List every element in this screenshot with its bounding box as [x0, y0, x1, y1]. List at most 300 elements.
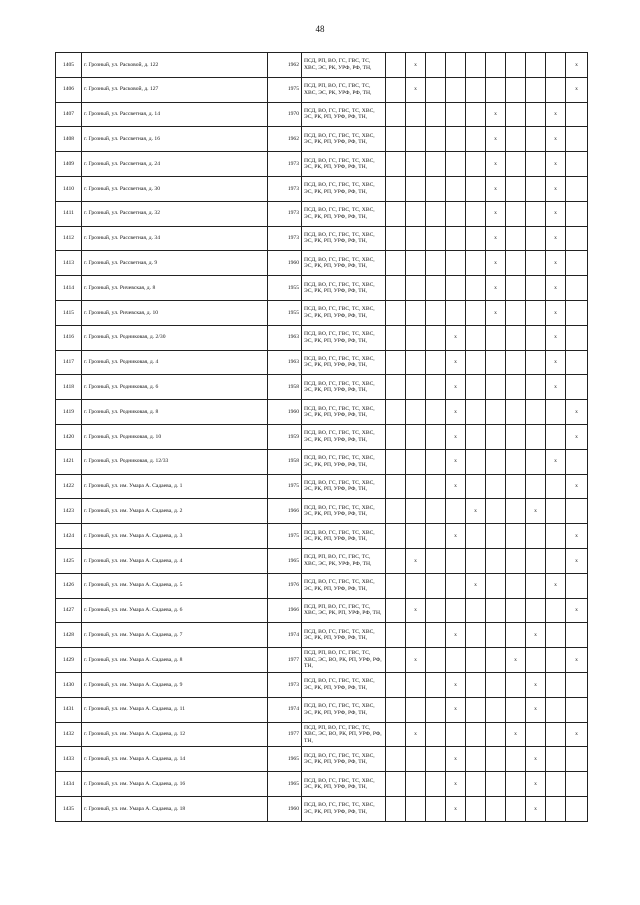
- year-built-cell: 1960: [268, 400, 302, 425]
- mark-cell-c8: [526, 102, 546, 127]
- mark-cell-c3: [426, 524, 446, 549]
- year-built-cell: 1958: [268, 375, 302, 400]
- row-number-cell: 1419: [56, 400, 82, 425]
- mark-cell-c8: [526, 77, 546, 102]
- mark-cell-c10: [566, 176, 588, 201]
- mark-cell-c6: [486, 449, 506, 474]
- mark-cell-c6: [486, 772, 506, 797]
- mark-cell-c6: [486, 548, 506, 573]
- mark-cell-c9: x: [546, 152, 566, 177]
- mark-cell-c6: [486, 598, 506, 623]
- mark-cell-c2: [406, 796, 426, 821]
- mark-cell-c4: [446, 548, 466, 573]
- mark-cell-c9: [546, 499, 566, 524]
- mark-cell-c1: [386, 697, 406, 722]
- mark-cell-c10: [566, 127, 588, 152]
- works-list-cell: ПСД, ВО, ГС, ГВС, ТС, ХВС, ЭС, РК, РП, УРФ, РФ, ТН,: [302, 226, 386, 251]
- row-number-cell: 1426: [56, 573, 82, 598]
- mark-cell-c2: [406, 375, 426, 400]
- mark-cell-c6: [486, 623, 506, 648]
- mark-cell-c10: [566, 375, 588, 400]
- mark-cell-c3: [426, 400, 446, 425]
- table-row: [56, 375, 588, 400]
- mark-cell-c6: [486, 697, 506, 722]
- mark-cell-c7: [506, 623, 526, 648]
- address-cell: г. Грозный, ул. им. Умара А. Садаева, д. 11: [82, 697, 268, 722]
- table-row: [56, 325, 588, 350]
- mark-cell-c9: x: [546, 276, 566, 301]
- mark-cell-c10: [566, 623, 588, 648]
- works-list-cell: ПСД, ВО, ГС, ГВС, ТС, ХВС, ЭС, РК, РП, УРФ, РФ, ТН,: [302, 127, 386, 152]
- mark-cell-c8: [526, 424, 546, 449]
- mark-cell-c5: [466, 201, 486, 226]
- mark-cell-c1: [386, 350, 406, 375]
- row-number-cell: 1430: [56, 672, 82, 697]
- mark-cell-c1: [386, 598, 406, 623]
- year-built-cell: 1966: [268, 499, 302, 524]
- row-number-cell: 1421: [56, 449, 82, 474]
- mark-cell-c3: [426, 548, 446, 573]
- mark-cell-c2: [406, 226, 426, 251]
- address-cell: г. Грозный, ул. Родниковая, д. 2/30: [82, 325, 268, 350]
- mark-cell-c3: [426, 672, 446, 697]
- mark-cell-c7: [506, 772, 526, 797]
- mark-cell-c9: x: [546, 573, 566, 598]
- mark-cell-c4: [446, 176, 466, 201]
- works-list-cell: ПСД, ВО, ГС, ГВС, ТС, ХВС, ЭС, РК, РП, УРФ, РФ, ТН,: [302, 672, 386, 697]
- table-row: [56, 400, 588, 425]
- mark-cell-c10: x: [566, 424, 588, 449]
- mark-cell-c8: [526, 548, 546, 573]
- mark-cell-c10: [566, 796, 588, 821]
- mark-cell-c3: [426, 697, 446, 722]
- row-number-cell: 1409: [56, 152, 82, 177]
- mark-cell-c4: [446, 251, 466, 276]
- mark-cell-c4: x: [446, 400, 466, 425]
- mark-cell-c1: [386, 102, 406, 127]
- mark-cell-c6: [486, 722, 506, 747]
- mark-cell-c5: [466, 524, 486, 549]
- mark-cell-c1: [386, 524, 406, 549]
- mark-cell-c3: [426, 772, 446, 797]
- table-row: [56, 648, 588, 673]
- mark-cell-c7: [506, 127, 526, 152]
- row-number-cell: 1405: [56, 53, 82, 78]
- address-cell: г. Грозный, ул. им. Умара А. Садаева, д. 16: [82, 772, 268, 797]
- mark-cell-c5: [466, 449, 486, 474]
- mark-cell-c6: [486, 375, 506, 400]
- mark-cell-c3: [426, 276, 446, 301]
- year-built-cell: 1977: [268, 648, 302, 673]
- mark-cell-c1: [386, 722, 406, 747]
- mark-cell-c7: [506, 796, 526, 821]
- mark-cell-c7: [506, 350, 526, 375]
- table-row: [56, 772, 588, 797]
- mark-cell-c3: [426, 573, 446, 598]
- works-list-cell: ПСД, ВО, ГС, ГВС, ТС, ХВС, ЭС, РК, РП, УРФ, РФ, ТН,: [302, 424, 386, 449]
- year-built-cell: 1974: [268, 623, 302, 648]
- mark-cell-c3: [426, 375, 446, 400]
- mark-cell-c2: [406, 623, 426, 648]
- year-built-cell: 1966: [268, 598, 302, 623]
- mark-cell-c4: [446, 152, 466, 177]
- year-built-cell: 1963: [268, 350, 302, 375]
- works-list-cell: ПСД, ВО, ГС, ГВС, ТС, ХВС, ЭС, РК, РП, УРФ, РФ, ТН,: [302, 276, 386, 301]
- mark-cell-c2: [406, 772, 426, 797]
- mark-cell-c2: [406, 127, 426, 152]
- mark-cell-c7: [506, 300, 526, 325]
- table-row: [56, 474, 588, 499]
- mark-cell-c8: x: [526, 672, 546, 697]
- mark-cell-c4: [446, 300, 466, 325]
- mark-cell-c1: [386, 176, 406, 201]
- mark-cell-c8: x: [526, 772, 546, 797]
- mark-cell-c9: x: [546, 127, 566, 152]
- address-cell: г. Грозный, ул. им. Умара А. Садаева, д. 6: [82, 598, 268, 623]
- mark-cell-c5: [466, 747, 486, 772]
- mark-cell-c3: [426, 127, 446, 152]
- mark-cell-c2: x: [406, 548, 426, 573]
- mark-cell-c4: [446, 201, 466, 226]
- table-row: [56, 598, 588, 623]
- row-number-cell: 1418: [56, 375, 82, 400]
- mark-cell-c9: x: [546, 201, 566, 226]
- mark-cell-c8: [526, 375, 546, 400]
- row-number-cell: 1420: [56, 424, 82, 449]
- table-row: [56, 697, 588, 722]
- mark-cell-c1: [386, 772, 406, 797]
- mark-cell-c10: [566, 226, 588, 251]
- mark-cell-c2: [406, 747, 426, 772]
- mark-cell-c6: x: [486, 127, 506, 152]
- mark-cell-c3: [426, 53, 446, 78]
- table-row: [56, 424, 588, 449]
- mark-cell-c7: [506, 77, 526, 102]
- mark-cell-c8: x: [526, 747, 546, 772]
- table-row: [56, 499, 588, 524]
- mark-cell-c6: x: [486, 102, 506, 127]
- mark-cell-c7: [506, 176, 526, 201]
- mark-cell-c2: [406, 672, 426, 697]
- mark-cell-c5: [466, 350, 486, 375]
- works-list-cell: ПСД, ВО, ГС, ГВС, ТС, ХВС, ЭС, РК, РП, УРФ, РФ, ТН,: [302, 375, 386, 400]
- mark-cell-c6: x: [486, 201, 506, 226]
- mark-cell-c7: [506, 573, 526, 598]
- works-list-cell: ПСД, ВО, ГС, ГВС, ТС, ХВС, ЭС, РК, РП, УРФ, РФ, ТН,: [302, 524, 386, 549]
- mark-cell-c9: x: [546, 102, 566, 127]
- mark-cell-c3: [426, 623, 446, 648]
- mark-cell-c9: x: [546, 251, 566, 276]
- table-row: [56, 53, 588, 78]
- year-built-cell: 1975: [268, 524, 302, 549]
- mark-cell-c4: x: [446, 772, 466, 797]
- address-cell: г. Грозный, ул. Рассветная, д. 16: [82, 127, 268, 152]
- mark-cell-c7: [506, 201, 526, 226]
- row-number-cell: 1415: [56, 300, 82, 325]
- mark-cell-c5: [466, 53, 486, 78]
- mark-cell-c6: [486, 573, 506, 598]
- mark-cell-c4: [446, 722, 466, 747]
- mark-cell-c6: [486, 474, 506, 499]
- mark-cell-c7: [506, 449, 526, 474]
- year-built-cell: 1962: [268, 53, 302, 78]
- row-number-cell: 1423: [56, 499, 82, 524]
- mark-cell-c9: [546, 53, 566, 78]
- year-built-cell: 1960: [268, 251, 302, 276]
- works-list-cell: ПСД, ВО, ГС, ГВС, ТС, ХВС, ЭС, РК, РП, УРФ, РФ, ТН,: [302, 796, 386, 821]
- mark-cell-c1: [386, 648, 406, 673]
- housing-register-table: [55, 52, 588, 822]
- mark-cell-c3: [426, 102, 446, 127]
- mark-cell-c5: [466, 176, 486, 201]
- table-row: [56, 226, 588, 251]
- mark-cell-c1: [386, 623, 406, 648]
- mark-cell-c4: [446, 598, 466, 623]
- address-cell: г. Грозный, ул. им. Умара А. Садаева, д. 7: [82, 623, 268, 648]
- table-row: [56, 672, 588, 697]
- mark-cell-c2: [406, 276, 426, 301]
- mark-cell-c10: x: [566, 598, 588, 623]
- page-number: 48: [315, 24, 325, 34]
- mark-cell-c2: [406, 102, 426, 127]
- mark-cell-c5: [466, 772, 486, 797]
- mark-cell-c7: [506, 325, 526, 350]
- mark-cell-c4: x: [446, 424, 466, 449]
- mark-cell-c2: [406, 499, 426, 524]
- mark-cell-c6: x: [486, 251, 506, 276]
- mark-cell-c8: [526, 325, 546, 350]
- mark-cell-c6: [486, 53, 506, 78]
- mark-cell-c5: [466, 400, 486, 425]
- mark-cell-c2: [406, 474, 426, 499]
- mark-cell-c3: [426, 424, 446, 449]
- mark-cell-c8: [526, 53, 546, 78]
- mark-cell-c10: [566, 697, 588, 722]
- works-list-cell: ПСД, ВО, ГС, ГВС, ТС, ХВС, ЭС, РК, РП, УРФ, РФ, ТН,: [302, 499, 386, 524]
- mark-cell-c6: [486, 648, 506, 673]
- mark-cell-c2: x: [406, 722, 426, 747]
- mark-cell-c7: [506, 524, 526, 549]
- row-number-cell: 1417: [56, 350, 82, 375]
- year-built-cell: 1977: [268, 722, 302, 747]
- mark-cell-c8: [526, 176, 546, 201]
- mark-cell-c7: [506, 672, 526, 697]
- mark-cell-c4: x: [446, 796, 466, 821]
- mark-cell-c7: [506, 424, 526, 449]
- mark-cell-c5: [466, 375, 486, 400]
- mark-cell-c4: [446, 276, 466, 301]
- mark-cell-c4: [446, 77, 466, 102]
- mark-cell-c2: [406, 325, 426, 350]
- mark-cell-c8: x: [526, 499, 546, 524]
- works-list-cell: ПСД, РП, ВО, ГС, ГВС, ТС, ХВС, ЭС, ВО, РК, РП, УРФ, РФ, ТН,: [302, 648, 386, 673]
- row-number-cell: 1407: [56, 102, 82, 127]
- row-number-cell: 1435: [56, 796, 82, 821]
- row-number-cell: 1431: [56, 697, 82, 722]
- works-list-cell: ПСД, ВО, ГС, ГВС, ТС, ХВС, ЭС, РК, РП, УРФ, РФ, ТН,: [302, 350, 386, 375]
- mark-cell-c9: [546, 524, 566, 549]
- works-list-cell: ПСД, РП, ВО, ГС, ГВС, ТС, ХВС, ЭС, ВО, РК, РП, УРФ, РФ, ТН,: [302, 722, 386, 747]
- mark-cell-c5: [466, 77, 486, 102]
- mark-cell-c6: x: [486, 276, 506, 301]
- year-built-cell: 1960: [268, 796, 302, 821]
- address-cell: г. Грозный, ул. Рассветная, д. 32: [82, 201, 268, 226]
- year-built-cell: 1970: [268, 102, 302, 127]
- mark-cell-c8: [526, 300, 546, 325]
- mark-cell-c5: [466, 226, 486, 251]
- address-cell: г. Грозный, ул. им. Умара А. Садаева, д. 18: [82, 796, 268, 821]
- year-built-cell: 1973: [268, 672, 302, 697]
- mark-cell-c6: x: [486, 226, 506, 251]
- mark-cell-c9: x: [546, 350, 566, 375]
- mark-cell-c9: [546, 772, 566, 797]
- mark-cell-c10: [566, 772, 588, 797]
- works-list-cell: ПСД, РП, ВО, ГС, ГВС, ТС, ХВС, ЭС, РК, РП, УРФ, РФ, ТН,: [302, 598, 386, 623]
- mark-cell-c3: [426, 499, 446, 524]
- address-cell: г. Грозный, ул. Ричевская, д. 10: [82, 300, 268, 325]
- mark-cell-c10: [566, 102, 588, 127]
- table-row: [56, 77, 588, 102]
- year-built-cell: 1959: [268, 424, 302, 449]
- mark-cell-c9: x: [546, 375, 566, 400]
- mark-cell-c5: [466, 796, 486, 821]
- mark-cell-c9: [546, 424, 566, 449]
- mark-cell-c7: [506, 226, 526, 251]
- address-cell: г. Грозный, ул. Родниковая, д. 6: [82, 375, 268, 400]
- mark-cell-c1: [386, 400, 406, 425]
- mark-cell-c5: [466, 300, 486, 325]
- mark-cell-c2: [406, 176, 426, 201]
- mark-cell-c10: [566, 325, 588, 350]
- mark-cell-c10: x: [566, 400, 588, 425]
- mark-cell-c4: [446, 573, 466, 598]
- mark-cell-c2: x: [406, 77, 426, 102]
- mark-cell-c4: x: [446, 449, 466, 474]
- mark-cell-c1: [386, 325, 406, 350]
- mark-cell-c2: [406, 424, 426, 449]
- table-row: [56, 548, 588, 573]
- row-number-cell: 1408: [56, 127, 82, 152]
- mark-cell-c9: x: [546, 226, 566, 251]
- works-list-cell: ПСД, ВО, ГС, ГВС, ТС, ХВС, ЭС, РК, РП, УРФ, РФ, ТН,: [302, 623, 386, 648]
- mark-cell-c1: [386, 474, 406, 499]
- mark-cell-c6: [486, 350, 506, 375]
- works-list-cell: ПСД, ВО, ГС, ГВС, ТС, ХВС, ЭС, РК, РП, УРФ, РФ, ТН,: [302, 325, 386, 350]
- table-row: [56, 524, 588, 549]
- mark-cell-c7: [506, 152, 526, 177]
- address-cell: г. Грозный, ул. Родниковая, д. 12/33: [82, 449, 268, 474]
- mark-cell-c7: [506, 747, 526, 772]
- mark-cell-c2: [406, 573, 426, 598]
- mark-cell-c9: [546, 672, 566, 697]
- mark-cell-c6: [486, 77, 506, 102]
- address-cell: г. Грозный, ул. им. Умара А. Садаева, д. 14: [82, 747, 268, 772]
- mark-cell-c1: [386, 300, 406, 325]
- mark-cell-c10: [566, 350, 588, 375]
- mark-cell-c4: [446, 226, 466, 251]
- mark-cell-c10: x: [566, 722, 588, 747]
- row-number-cell: 1411: [56, 201, 82, 226]
- works-list-cell: ПСД, ВО, ГС, ГВС, ТС, ХВС, ЭС, РК, РП, УРФ, РФ, ТН,: [302, 573, 386, 598]
- row-number-cell: 1412: [56, 226, 82, 251]
- mark-cell-c5: x: [466, 499, 486, 524]
- mark-cell-c1: [386, 548, 406, 573]
- mark-cell-c9: [546, 747, 566, 772]
- year-built-cell: 1965: [268, 548, 302, 573]
- mark-cell-c3: [426, 251, 446, 276]
- year-built-cell: 1965: [268, 772, 302, 797]
- works-list-cell: ПСД, ВО, ГС, ГВС, ТС, ХВС, ЭС, РК, РП, УРФ, РФ, ТН,: [302, 102, 386, 127]
- year-built-cell: 1962: [268, 127, 302, 152]
- mark-cell-c9: [546, 697, 566, 722]
- mark-cell-c2: [406, 449, 426, 474]
- address-cell: г. Грозный, ул. Рассветная, д. 9: [82, 251, 268, 276]
- mark-cell-c10: [566, 499, 588, 524]
- table-row: [56, 623, 588, 648]
- row-number-cell: 1433: [56, 747, 82, 772]
- table-row: [56, 276, 588, 301]
- mark-cell-c8: [526, 400, 546, 425]
- mark-cell-c2: [406, 251, 426, 276]
- table-row: [56, 102, 588, 127]
- address-cell: г. Грозный, ул. Родниковая, д. 8: [82, 400, 268, 425]
- mark-cell-c1: [386, 251, 406, 276]
- mark-cell-c6: [486, 672, 506, 697]
- table-row: [56, 350, 588, 375]
- mark-cell-c10: x: [566, 77, 588, 102]
- mark-cell-c9: [546, 400, 566, 425]
- row-number-cell: 1434: [56, 772, 82, 797]
- year-built-cell: 1973: [268, 201, 302, 226]
- mark-cell-c7: [506, 548, 526, 573]
- table-row: [56, 747, 588, 772]
- year-built-cell: 1975: [268, 77, 302, 102]
- works-list-cell: ПСД, ВО, ГС, ГВС, ТС, ХВС, ЭС, РК, РП, УРФ, РФ, ТН,: [302, 449, 386, 474]
- mark-cell-c9: [546, 623, 566, 648]
- address-cell: г. Грозный, ул. им. Умара А. Садаева, д. 5: [82, 573, 268, 598]
- mark-cell-c10: [566, 573, 588, 598]
- mark-cell-c8: x: [526, 623, 546, 648]
- mark-cell-c4: x: [446, 350, 466, 375]
- works-list-cell: ПСД, ВО, ГС, ГВС, ТС, ХВС, ЭС, РК, РП, УРФ, РФ, ТН,: [302, 772, 386, 797]
- year-built-cell: 1973: [268, 152, 302, 177]
- mark-cell-c5: x: [466, 573, 486, 598]
- mark-cell-c7: [506, 499, 526, 524]
- year-built-cell: 1973: [268, 226, 302, 251]
- mark-cell-c4: x: [446, 474, 466, 499]
- mark-cell-c6: [486, 400, 506, 425]
- mark-cell-c4: [446, 102, 466, 127]
- mark-cell-c7: [506, 697, 526, 722]
- row-number-cell: 1406: [56, 77, 82, 102]
- year-built-cell: 1974: [268, 697, 302, 722]
- mark-cell-c5: [466, 276, 486, 301]
- row-number-cell: 1416: [56, 325, 82, 350]
- mark-cell-c5: [466, 623, 486, 648]
- address-cell: г. Грозный, ул. им. Умара А. Садаева, д. 9: [82, 672, 268, 697]
- mark-cell-c8: [526, 201, 546, 226]
- works-list-cell: ПСД, ВО, ГС, ГВС, ТС, ХВС, ЭС, РК, РП, УРФ, РФ, ТН,: [302, 697, 386, 722]
- table-row: [56, 722, 588, 747]
- mark-cell-c8: [526, 226, 546, 251]
- mark-cell-c8: [526, 127, 546, 152]
- year-built-cell: 1963: [268, 325, 302, 350]
- address-cell: г. Грозный, ул. им. Умара А. Садаева, д. 1: [82, 474, 268, 499]
- works-list-cell: ПСД, РП, ВО, ГС, ГВС, ТС, ХВС, ЭС, РК, УРФ, РФ, ТН,: [302, 53, 386, 78]
- mark-cell-c1: [386, 276, 406, 301]
- mark-cell-c1: [386, 127, 406, 152]
- mark-cell-c9: x: [546, 176, 566, 201]
